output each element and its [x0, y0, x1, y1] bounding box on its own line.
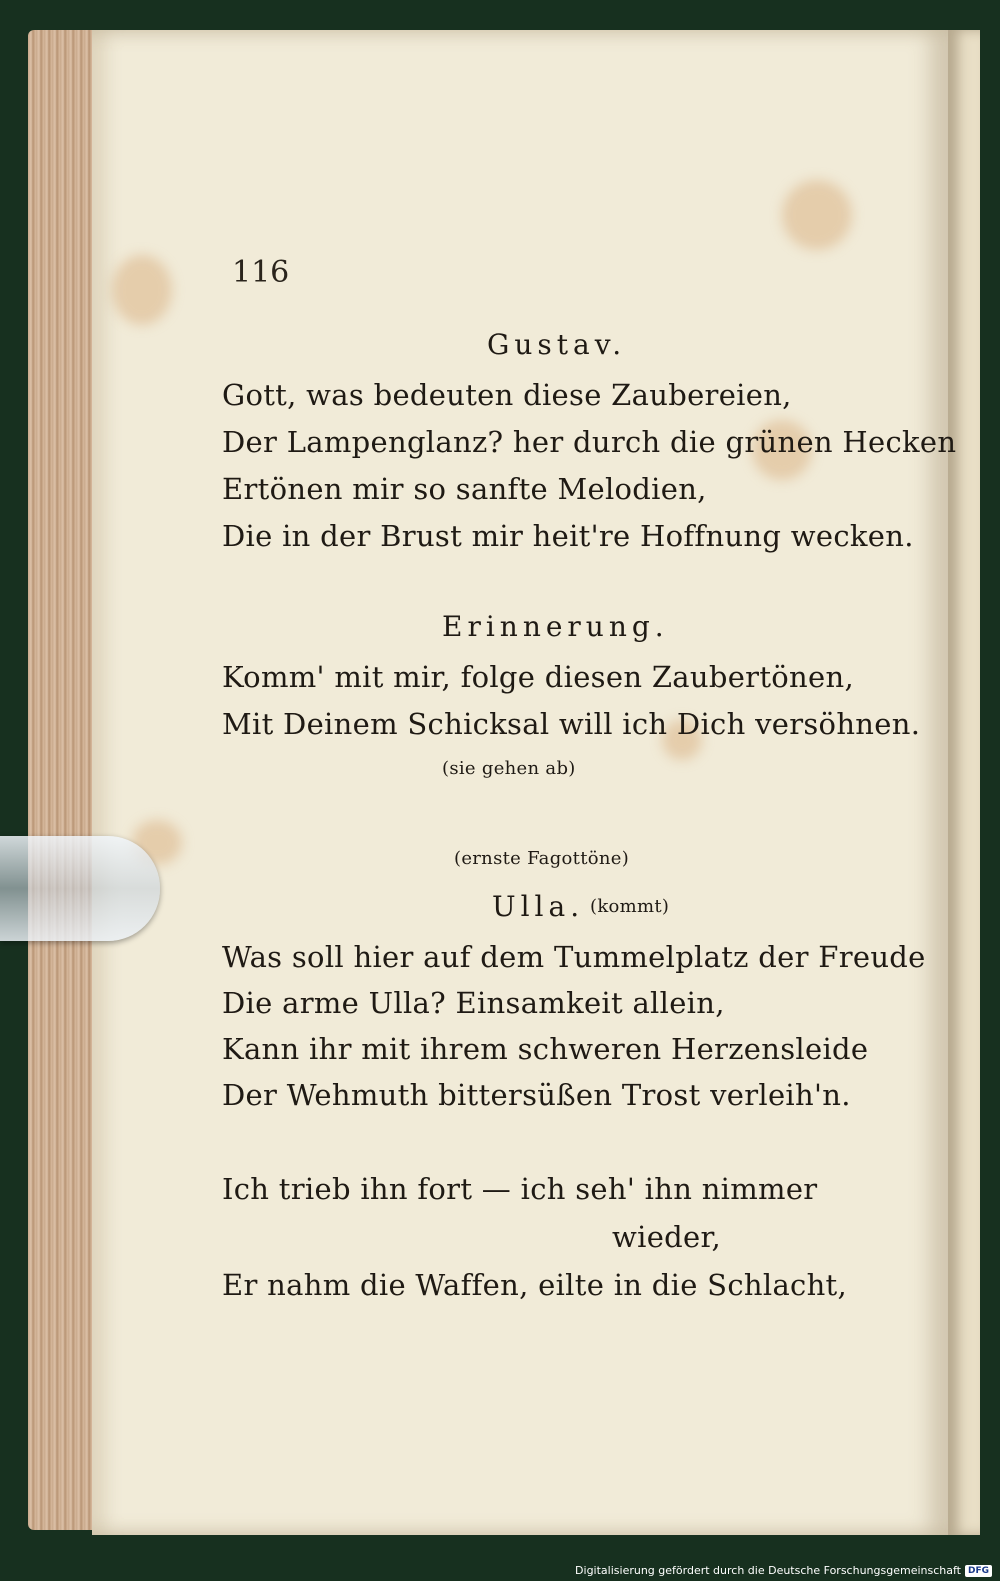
verse-line: Er nahm die Waffen, eilte in die Schlacht,: [222, 1268, 848, 1302]
verse-line: Komm' mit mir, folge diesen Zaubertönen,: [222, 660, 854, 694]
speaker-ulla: Ulla.: [492, 890, 585, 923]
verse-line: Was soll hier auf dem Tummelplatz der Freude: [222, 940, 926, 974]
verse-line: Der Wehmuth bittersüßen Trost verleih'n.: [222, 1078, 851, 1112]
verse-line: Ich trieb ihn fort — ich seh' ihn nimmer: [222, 1172, 818, 1206]
stain: [112, 255, 172, 325]
stage-direction: (sie gehen ab): [442, 758, 576, 779]
page-holder-clip: [0, 836, 160, 941]
verse-line: Die arme Ulla? Einsamkeit allein,: [222, 986, 725, 1020]
verse-line-continuation: wieder,: [612, 1220, 721, 1254]
stage-direction: (kommt): [590, 896, 670, 917]
speaker-gustav: Gustav.: [487, 328, 627, 361]
dfg-logo: DFG: [965, 1565, 992, 1577]
next-page-edge: [948, 30, 980, 1535]
book-page: [92, 30, 948, 1535]
verse-line: Die in der Brust mir heit're Hoffnung wecken.: [222, 519, 914, 553]
page-number: 116: [232, 255, 290, 290]
verse-line: Gott, was bedeuten diese Zaubereien,: [222, 378, 792, 412]
footer-credit: [575, 1564, 992, 1577]
book-page-edges: [28, 30, 98, 1530]
credit-text: Digitalisierung gefördert durch die Deutsche Forschungsgemeinschaft: [575, 1564, 961, 1577]
stain: [782, 180, 852, 250]
speaker-erinnerung: Erinnerung.: [442, 610, 669, 643]
stage-direction: (ernste Fagottöne): [454, 848, 630, 869]
verse-line: Der Lampenglanz? her durch die grünen Hecken: [222, 425, 957, 459]
verse-line: Mit Deinem Schicksal will ich Dich versöhnen.: [222, 707, 921, 741]
verse-line: Kann ihr mit ihrem schweren Herzensleide: [222, 1032, 869, 1066]
verse-line: Ertönen mir so sanfte Melodien,: [222, 472, 707, 506]
